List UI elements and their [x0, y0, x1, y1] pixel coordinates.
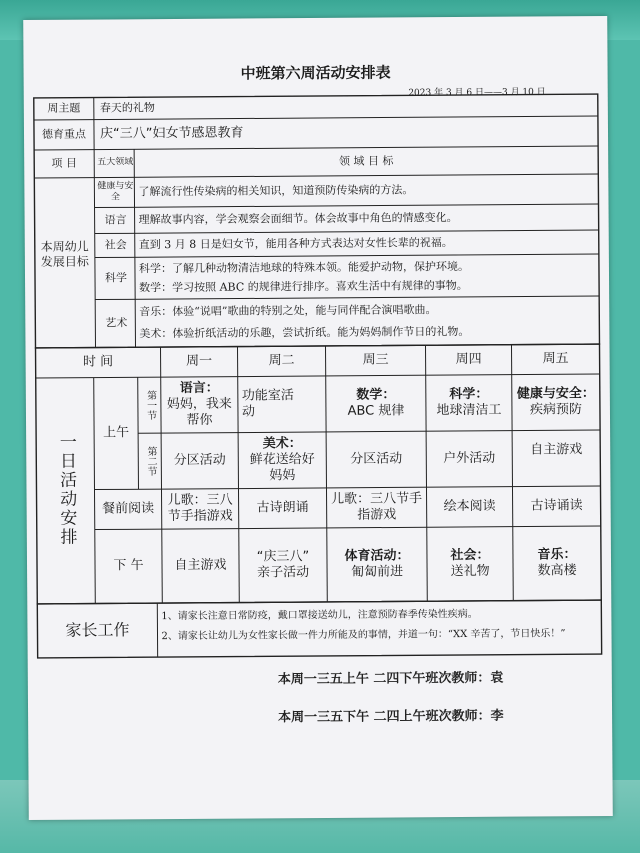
schedule-sheet — [23, 16, 613, 820]
domain-language: 语言 — [104, 213, 127, 227]
goal-music: 音乐：体验“说唱”歌曲的特别之处，能与同伴配合演唱歌曲。 — [139, 303, 437, 319]
goal-language: 理解故事内容，学会观察会面细节。体会故事中角色的情感变化。 — [138, 211, 458, 227]
pm-wed: 体育活动： 匍匐前进 — [344, 548, 410, 580]
day-wed: 周三 — [362, 352, 389, 368]
date-range: 2023 年 3 月 6 日——3 月 10 日 — [408, 87, 546, 99]
goals-label: 本周幼儿发展目标 — [40, 239, 89, 269]
teacher-line-1: 本周一三五上午 二四下午班次教师：袁 — [277, 670, 504, 688]
header-item: 项 目 — [51, 156, 78, 170]
read-tue: 古诗朗诵 — [256, 499, 309, 516]
pm-fri: 音乐： 数高楼 — [537, 546, 577, 579]
period-1-label: 第一节 — [144, 390, 156, 421]
goal-art: 美术：体验折纸活动的乐趣，尝试折纸。能为妈妈制作节日的礼物。 — [139, 325, 470, 341]
read-wed: 儿歌：三八节手 指游戏 — [330, 491, 423, 523]
time-label: 时 间 — [82, 354, 114, 370]
parents-line-1: 1、请家长注意日常防疫，戴口罩接送幼儿，注意预防春季传染性疾病。 — [161, 608, 478, 622]
day-thu: 周四 — [455, 351, 482, 367]
day-mon: 周一 — [186, 353, 213, 369]
pm-thu: 社会： 送礼物 — [450, 547, 490, 580]
domain-science: 科学 — [104, 271, 128, 285]
teacher-line-2: 本周一三五下午 二四上午班次教师：李 — [278, 708, 504, 726]
day-fri: 周五 — [542, 351, 569, 367]
am1-mon: 语言： 妈妈，我来 帮你 — [166, 380, 232, 429]
goal-math: 数学：学习按照 ABC 的规律进行排序。喜欢生活中有规律的事物。 — [139, 279, 468, 295]
header-domains: 五大领域 — [97, 157, 134, 168]
theme-value: 春天的礼物 — [99, 101, 155, 115]
morning-label: 上午 — [103, 425, 130, 441]
am2-fri: 自主游戏 — [530, 442, 583, 458]
daily-schedule-label: 一日活动安排 — [55, 432, 77, 547]
read-mon: 儿歌：三八 节手指游戏 — [167, 492, 233, 525]
moral-label: 德育重点 — [41, 127, 87, 142]
goal-social: 直到 3 月 8 日是妇女节，能用各种方式表达对女性长辈的祝福。 — [138, 236, 453, 252]
domain-social: 社会 — [104, 238, 127, 252]
am1-wed: 数学： ABC 规律 — [347, 387, 405, 419]
domain-art: 艺术 — [105, 316, 128, 330]
goal-science: 科学：了解几种动物清洁地球的特殊本领。能爱护动物，保护环境。 — [138, 260, 469, 276]
reading-label: 餐前阅读 — [102, 501, 155, 517]
am2-wed: 分区活动 — [350, 451, 403, 467]
am1-fri: 健康与安全： 疾病预防 — [516, 385, 595, 418]
read-thu: 绘本阅读 — [443, 498, 496, 515]
am1-thu: 科学： 地球清洁工 — [436, 386, 502, 419]
header-goal: 领 域 目 标 — [338, 154, 394, 168]
parents-label: 家长工作 — [65, 620, 130, 640]
day-tue: 周二 — [268, 353, 295, 369]
am2-tue: 美术： 鲜花送给好 妈妈 — [249, 435, 315, 484]
moral-value: 庆“三八”妇女节感恩教育 — [99, 125, 244, 142]
period-2-label: 第二节 — [144, 446, 157, 477]
pm-tue: “庆三八” 亲子活动 — [256, 548, 310, 581]
page-title: 中班第六周活动安排表 — [240, 63, 391, 83]
read-fri: 古诗诵读 — [530, 498, 583, 514]
theme-label: 周主题 — [47, 101, 81, 116]
parents-line-2: 2、请家长让幼儿为女性家长做一件力所能及的事情，并道一句：“XX 辛苦了，节日快乐！” — [161, 628, 566, 642]
afternoon-label: 下 午 — [113, 558, 144, 574]
am2-thu: 户外活动 — [443, 450, 496, 467]
pm-mon: 自主游戏 — [174, 557, 227, 573]
domain-health: 健康与安全 — [97, 181, 134, 203]
am1-tue: 功能室活 动 — [241, 387, 294, 420]
am2-mon: 分区活动 — [173, 452, 226, 468]
goal-health: 了解流行性传染病的相关知识，知道预防传染病的方法。 — [138, 183, 414, 199]
